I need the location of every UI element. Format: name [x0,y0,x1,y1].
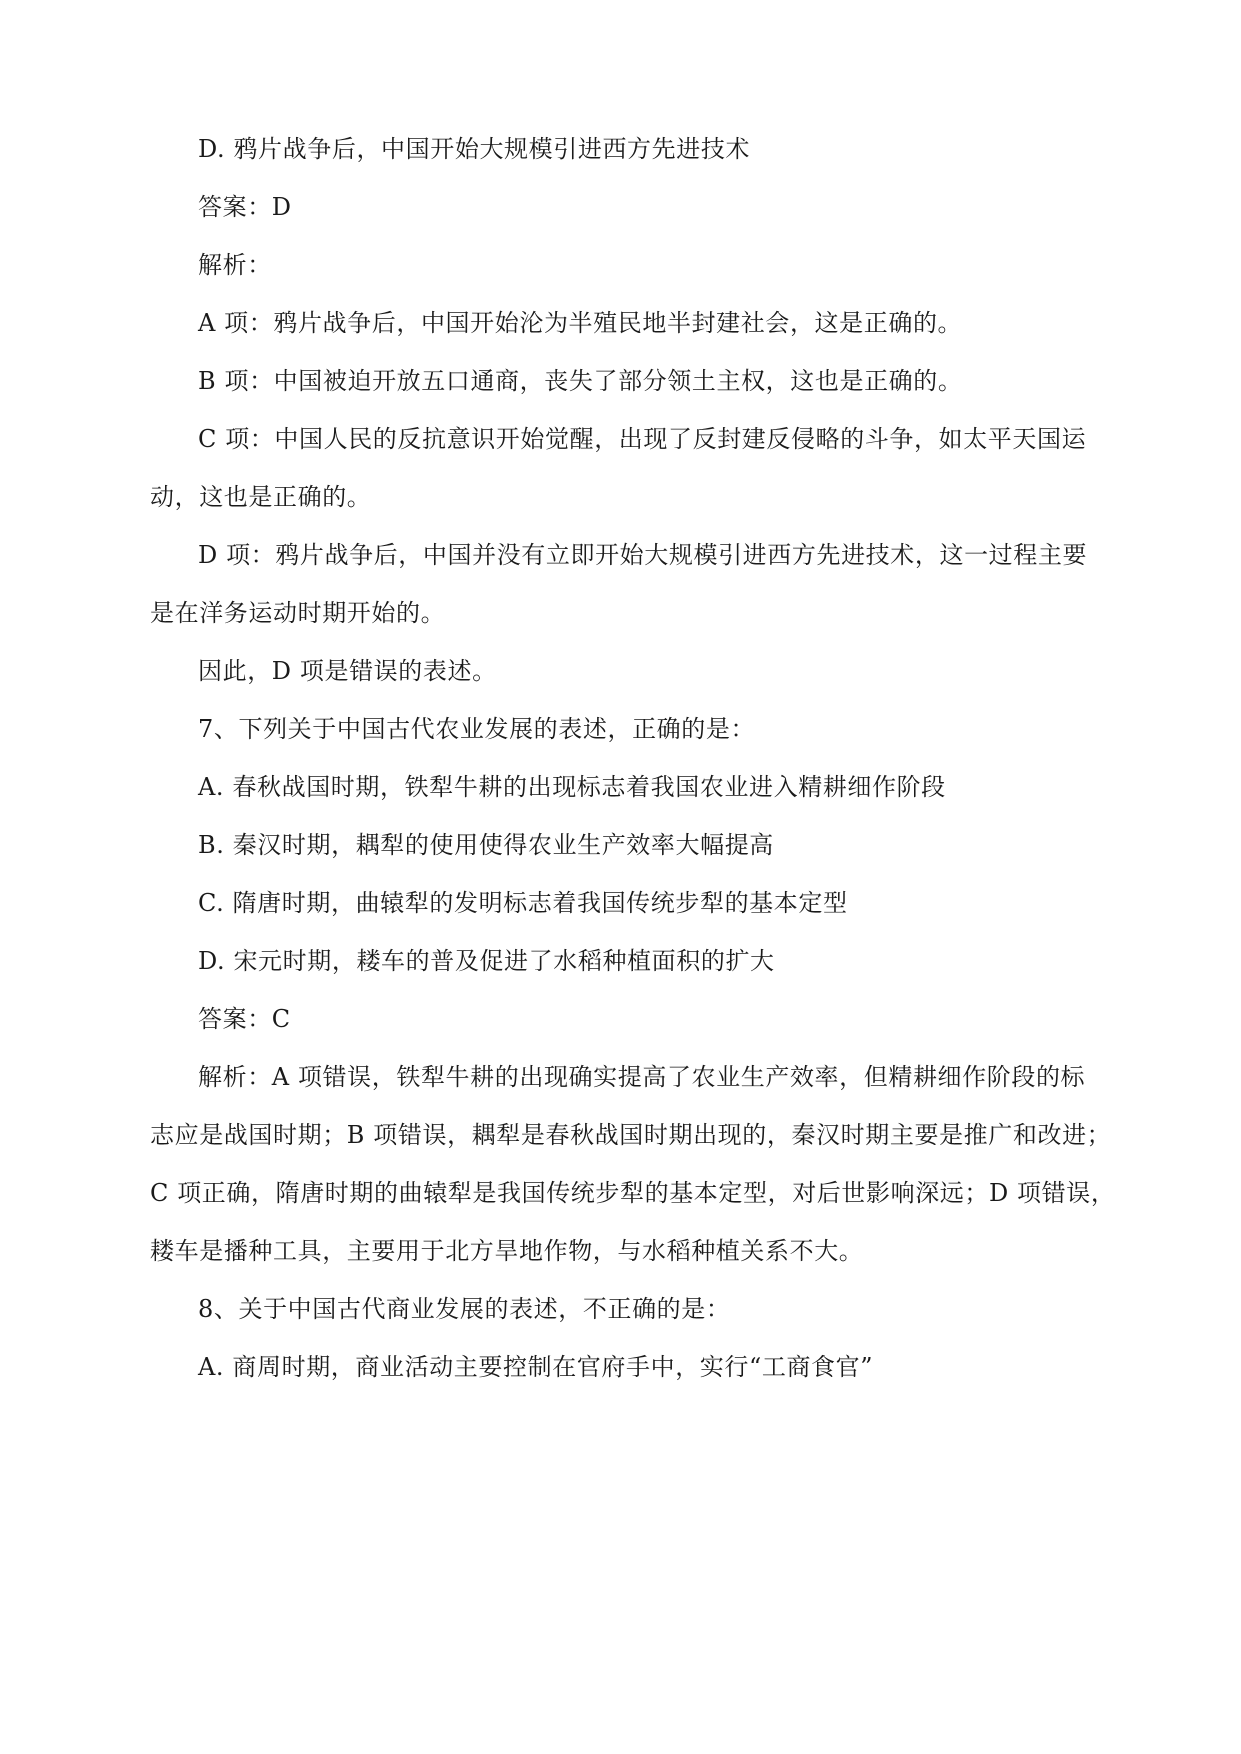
prev-analysis-c-2: 动，这也是正确的。 [150,483,372,511]
prev-analysis-d-2: 是在洋务运动时期开始的。 [150,599,446,627]
prev-option-d: D. 鸦片战争后，中国开始大规模引进西方先进技术 [198,135,751,163]
q8-stem: 8、关于中国古代商业发展的表述，不正确的是： [198,1295,731,1323]
q8-option-a: A. 商周时期，商业活动主要控制在官府手中，实行“工商食官” [198,1353,874,1381]
prev-analysis-a: A 项：鸦片战争后，中国开始沦为半殖民地半封建社会，这是正确的。 [198,309,963,337]
q7-option-a: A. 春秋战国时期，铁犁牛耕的出现标志着我国农业进入精耕细作阶段 [198,773,946,801]
prev-answer: 答案：D [198,193,292,221]
q7-option-b: B. 秦汉时期，耦犁的使用使得农业生产效率大幅提高 [198,831,774,859]
prev-analysis-label: 解析： [198,251,272,279]
prev-analysis-b: B 项：中国被迫开放五口通商，丧失了部分领土主权，这也是正确的。 [198,367,963,395]
q7-answer: 答案：C [198,1005,291,1033]
prev-analysis-c-1: C 项：中国人民的反抗意识开始觉醒，出现了反封建反侵略的斗争，如太平天国运 [198,425,1087,453]
q7-stem: 7、下列关于中国古代农业发展的表述，正确的是： [198,715,756,743]
q7-analysis-4: 耧车是播种工具，主要用于北方旱地作物，与水稻种植关系不大。 [150,1237,864,1265]
prev-analysis-d-1: D 项：鸦片战争后，中国并没有立即开始大规模引进西方先进技术，这一过程主要 [198,541,1088,569]
q7-analysis-2: 志应是战国时期；B 项错误，耦犁是春秋战国时期出现的，秦汉时期主要是推广和改进； [150,1121,1112,1149]
q7-option-c: C. 隋唐时期，曲辕犁的发明标志着我国传统步犁的基本定型 [198,889,848,917]
q7-analysis-1: 解析：A 项错误，铁犁牛耕的出现确实提高了农业生产效率，但精耕细作阶段的标 [198,1063,1086,1091]
prev-conclusion: 因此，D 项是错误的表述。 [198,657,497,685]
q7-analysis-3: C 项正确，隋唐时期的曲辕犁是我国传统步犁的基本定型，对后世影响深远；D 项错误， [150,1179,1116,1207]
q7-option-d: D. 宋元时期，耧车的普及促进了水稻种植面积的扩大 [198,947,775,975]
